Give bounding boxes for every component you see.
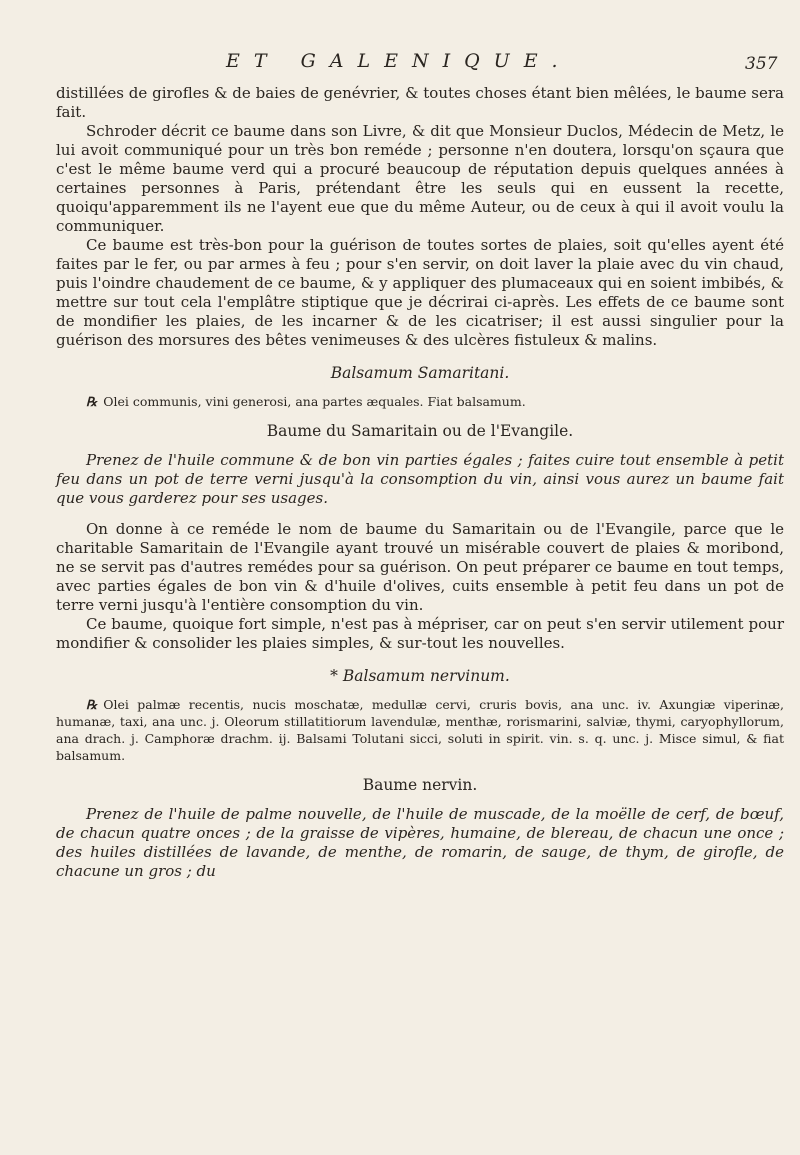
paragraph-continued: distillées de girofles & de baies de genévrier, & toutes choses étant bien mêlées, le baume sera fait. — [56, 84, 784, 121]
paragraph-usage: Ce baume est très-bon pour la guérison de toutes sortes de plaies, soit qu'elles ayent été faites par le fer, ou par armes à feu ; pour s'en servir, on doit laver la plaie avec du vin chaud, puis l'oindre chaudement de ce baume, & y appliquer des plumaceaux qui en soient imbibés, & mettre sur tout cela l'emplâtre stiptique que je décrirai ci-après. Les effets de ce baume sont de mondifier les plaies, de les incarner & de les cicatriser; il est aussi singulier pour la guérison des morsures des bêtes venimeuses & des ulcères fistuleux & malins. — [56, 236, 784, 349]
latin-recipe-text: Olei communis, vini generosi, ana partes æquales. Fiat balsamum. — [103, 394, 526, 409]
latin-recipe-nervinum — [56, 696, 784, 764]
paragraph-schroder: Schroder décrit ce baume dans son Livre, & dit que Monsieur Duclos, Médecin de Metz, le lui avoit communiqué pour un très bon reméde ; personne n'en doutera, lorsqu'on sçaura que c'est le même baume verd qui a procuré beaucoup de réputation depuis quelques années à certaines personnes à Paris, prétendant être les seuls qui en eussent la recette, quoiqu'apparemment ils ne l'ayent eue que du même Auteur, ou de ceux à qui il avoit voulu la communiquer. — [56, 122, 784, 235]
recipe-instructions-samaritain: Prenez de l'huile commune & de bon vin parties égales ; faites cuire tout ensemble à petit feu dans un pot de terre verni jusqu'à la consomption du vin, ainsi vous aurez un baume fait que vous garderez pour ses usages. — [56, 451, 784, 507]
latin-recipe-samaritani — [56, 393, 784, 410]
recipe-heading-samaritain: Baume du Samaritain ou de l'Evangile. — [266, 422, 574, 440]
page-number: 357 — [745, 54, 778, 74]
recipe-instructions-nervin: Prenez de l'huile de palme nouvelle, de l'huile de muscade, de la moëlle de cerf, de bœuf, de chacun quatre onces ; de la graisse de vipères, humaine, de blereau, de chacun une once ; des huiles distillées de lavande, de menthe, de romarin, de sauge, de thym, de girofle, de chacune un gros ; du — [56, 805, 784, 880]
recipe-title-samaritani: Balsamum Samaritani. — [330, 364, 510, 382]
latin-recipe-text: Olei palmæ recentis, nucis moschatæ, medullæ cervi, cruris bovis, ana unc. iv. Axungiæ viperinæ, humanæ, taxi, ana unc. j. Oleorum stillatitiorum lavendulæ, menthæ, rorismarini, salviæ, thymi, caryophyllorum, ana drach. j. Camphoræ drachm. ij. Balsami Tolutani sicci, soluti in spirit. vin. s. q. unc. j. Misce simul, & fiat balsamum. — [56, 697, 784, 763]
recipe-symbol: ℞ — [86, 697, 98, 712]
running-title: ET GALENIQUE. — [226, 50, 572, 72]
recipe-title-nervinum: * Balsamum nervinum. — [330, 667, 510, 685]
recipe-symbol: ℞ — [86, 394, 98, 409]
paragraph-samaritain-use: Ce baume, quoique fort simple, n'est pas à mépriser, car on peut s'en servir utilement pour mondifier & consolider les plaies simples, & sur-tout les nouvelles. — [56, 615, 784, 652]
recipe-heading-nervin: Baume nervin. — [362, 776, 478, 794]
paragraph-samaritain-origin: On donne à ce reméde le nom de baume du Samaritain ou de l'Evangile, parce que le charitable Samaritain de l'Evangile ayant trouvé un misérable couvert de plaies & moribond, ne se servit pas d'autres remédes pour sa guérison. On peut préparer ce baume en tout temps, avec parties égales de bon vin & d'huile d'olives, cuits ensemble à petit feu dans un pot de terre verni jusqu'à l'entière consomption du vin. — [56, 520, 784, 614]
body-text — [56, 84, 784, 881]
